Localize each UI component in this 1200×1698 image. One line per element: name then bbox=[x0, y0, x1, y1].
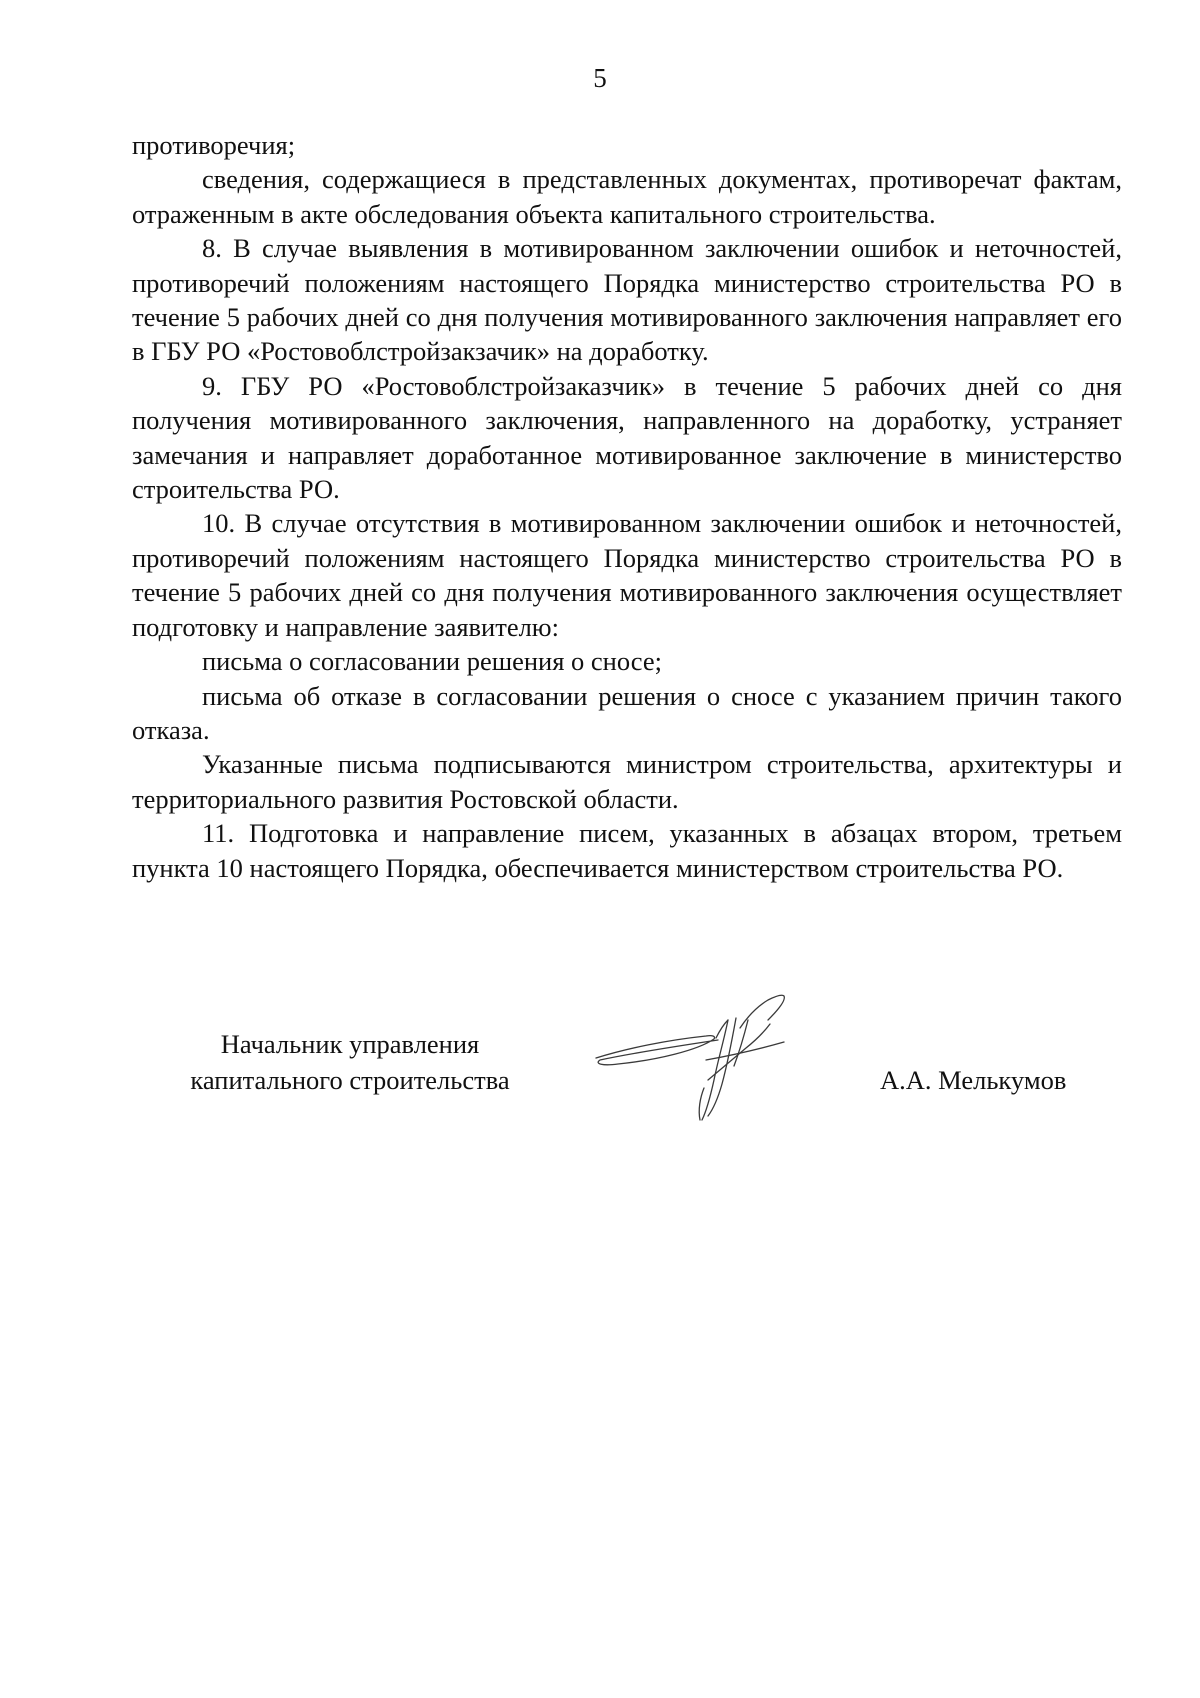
paragraph-item-10: 10. В случае отсутствия в мотивированном заключении ошибок и неточностей, противоречий положениям настоящего Порядка министерство строительства РО в течение 5 рабочих дней со дня получения мотивированного заключения осуществляет подготовку и направление заявителю: bbox=[132, 508, 1122, 642]
signatory-position bbox=[150, 1026, 550, 1098]
page-number: 5 bbox=[593, 63, 607, 93]
paragraph-item-8: 8. В случае выявления в мотивированном заключении ошибок и неточностей, противоречий положениям настоящего Порядка министерство строительства РО в течение 5 рабочих дней со дня получения мотивированного заключения направляет его в ГБУ РО «Ростовоблстройзакзачик» на доработку. bbox=[132, 233, 1122, 367]
signatory-name: А.А. Мелькумов bbox=[880, 1065, 1067, 1095]
signatory-position-line-2: капитального строительства bbox=[190, 1065, 510, 1095]
paragraph-item-9: 9. ГБУ РО «Ростовоблстройзаказчик» в течение 5 рабочих дней со дня получения мотивированного заключения, направленного на доработку, устраняет замечания и направляет доработанное мотивированное заключение в министерство строительства РО. bbox=[132, 370, 1122, 505]
handwritten-signature bbox=[588, 980, 818, 1130]
paragraph-continuation: противоречия; bbox=[132, 130, 296, 160]
paragraph-refusal-letter: письма об отказе в согласовании решения о сносе с указанием причин такого отказа. bbox=[132, 680, 1122, 745]
signatory-position-line-1: Начальник управления bbox=[220, 1029, 480, 1059]
paragraph-letters-signed: Указанные письма подписываются министром строительства, архитектуры и территориального развития Ростовской области. bbox=[132, 749, 1122, 814]
paragraph-approval-letter: письма о согласовании решения о сносе; bbox=[202, 646, 662, 677]
document-body bbox=[132, 128, 1122, 885]
paragraph-contradiction-facts: сведения, содержащиеся в представленных документах, противоречат фактам, отраженным в акте обследования объекта капитального строительства. bbox=[132, 164, 1122, 229]
paragraph-item-11: 11. Подготовка и направление писем, указанных в абзацах втором, третьем пункта 10 настоящего Порядка, обеспечивается министерством строительства РО. bbox=[132, 818, 1122, 883]
